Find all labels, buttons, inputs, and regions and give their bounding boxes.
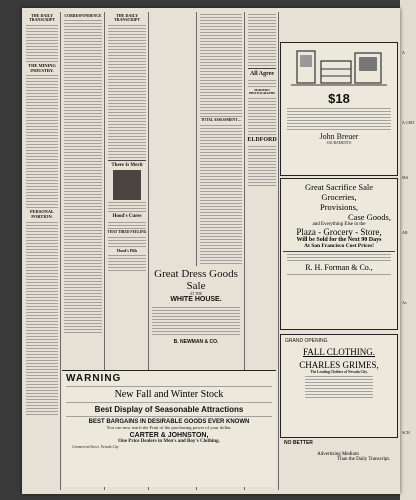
- warning-ad: [62, 370, 276, 487]
- column-rule: [60, 12, 61, 490]
- ad-merchant: B. NEWMAN & CO.: [173, 339, 219, 346]
- ad-body: [150, 307, 242, 335]
- ad-line: Case Goods,: [348, 212, 391, 222]
- ad-line: Provisions,: [319, 202, 359, 212]
- ad-headline: Hood's Cures: [112, 214, 142, 220]
- column-rule: [278, 12, 279, 490]
- body-text: [246, 14, 278, 66]
- plaza-grocery-ad: [280, 178, 398, 330]
- ad-line: You can now reach the Fruit of the purchasing power of your dollar.: [106, 425, 232, 430]
- bedroom-set-illustration: [291, 47, 387, 89]
- ad-line: Than the Daily Transcript.: [337, 457, 390, 462]
- no-better-ad: [280, 440, 396, 490]
- body-text: [24, 222, 60, 415]
- portrait-image: [113, 170, 141, 200]
- ad-body: [281, 376, 397, 398]
- ad-tagline: One Price Dealers in Men's and Boy's Clothing.: [118, 439, 220, 445]
- body-text: [246, 98, 278, 135]
- price: $18: [328, 91, 350, 106]
- ad-title: WARNING: [66, 373, 122, 384]
- ad-body: [62, 402, 276, 403]
- ad-text: AT THE: [189, 292, 203, 296]
- ad-address: Commercial Street, Nevada City: [72, 445, 119, 450]
- body-text: [106, 25, 148, 158]
- ad-line: Advertising Medium: [317, 452, 359, 457]
- newspaper-page: [22, 8, 400, 494]
- body-text: [106, 237, 148, 247]
- dress-goods-ad: [150, 266, 242, 370]
- body-text: [24, 25, 60, 62]
- furniture-ad: [280, 42, 398, 176]
- body-text: [24, 75, 60, 208]
- column-1: [24, 12, 60, 490]
- adjacent-page-edge: A A CRIT MA AB As SCH: [400, 0, 416, 500]
- body-text: [106, 222, 148, 229]
- clothing-ad: [280, 334, 398, 438]
- merchant-address: SACRAMENTO: [326, 141, 352, 145]
- masthead: THE DAILY TRANSCRIPT: [28, 13, 55, 23]
- ad-body: [62, 416, 276, 417]
- body-text: [106, 255, 148, 271]
- ad-title: Great Sacrifice Sale: [305, 182, 373, 192]
- ad-title: FALL CLOTHING.: [303, 347, 375, 357]
- ad-headline: All Agree: [249, 71, 275, 77]
- headline: THE MINING INDUSTRY.: [28, 62, 56, 73]
- ad-headline: THAT TIRED FEELING: [107, 229, 147, 234]
- ad-title: Great Dress Goods Sale: [154, 268, 238, 292]
- ad-line: Best Display of Seasonable Attractions: [94, 405, 244, 414]
- ad-line: At San Francisco Cost Prices!: [304, 243, 374, 249]
- ad-body: [281, 254, 397, 261]
- body-text: [246, 80, 278, 87]
- body-text: [198, 125, 244, 270]
- headline: TOTAL ASSESSMENT ...: [200, 118, 242, 122]
- ad-merchant: R. H. Forman & Co.,: [305, 263, 373, 272]
- ad-line: Plaza - Grocery - Store,: [296, 227, 382, 237]
- ad-line: and Everything Else in the: [312, 222, 366, 227]
- headline: PERSONAL PORTION.: [30, 209, 54, 220]
- ad-headline: MODERN PHOTOGRAPHS: [248, 87, 276, 96]
- ad-line: New Fall and Winter Stock: [114, 389, 224, 400]
- body-text: [246, 146, 278, 186]
- body-text: [106, 202, 148, 212]
- ad-line: BEST BARGAINS IN DESIRABLE GOODS EVER KNOWN: [88, 419, 250, 425]
- ad-body: [62, 386, 276, 387]
- body-text: [198, 14, 244, 117]
- ad-line: Groceries,: [321, 192, 357, 202]
- column-3: [106, 12, 148, 378]
- headline: CORRESPONDENCE: [64, 14, 102, 18]
- ad-merchant: CARTER & JOHNSTON,: [129, 432, 209, 440]
- ad-body: [281, 274, 397, 275]
- column-5: [246, 12, 278, 270]
- ad-merchant: CHARLES GRIMES,: [299, 360, 379, 370]
- ad-headline: ELDFORD: [247, 137, 277, 144]
- ad-line: Will be Sold for the Next 90 Days: [296, 237, 382, 243]
- ad-tagline: The Leading Clothier of Nevada City.: [310, 370, 368, 374]
- column-2: [62, 12, 104, 378]
- ad-headline: There Is Merit: [111, 162, 143, 168]
- ad-body: [281, 108, 397, 130]
- merchant-name: John Breuer: [319, 132, 359, 141]
- body-text: [62, 20, 104, 333]
- ad-headline: Hood's Pills: [116, 247, 138, 253]
- column-4: [198, 12, 244, 270]
- masthead: THE DAILY TRANSCRIPT: [113, 13, 140, 23]
- ad-store: WHITE HOUSE.: [170, 296, 222, 304]
- ad-line: NO BETTER: [284, 440, 313, 446]
- ad-line: GRAND OPENING: [285, 338, 328, 344]
